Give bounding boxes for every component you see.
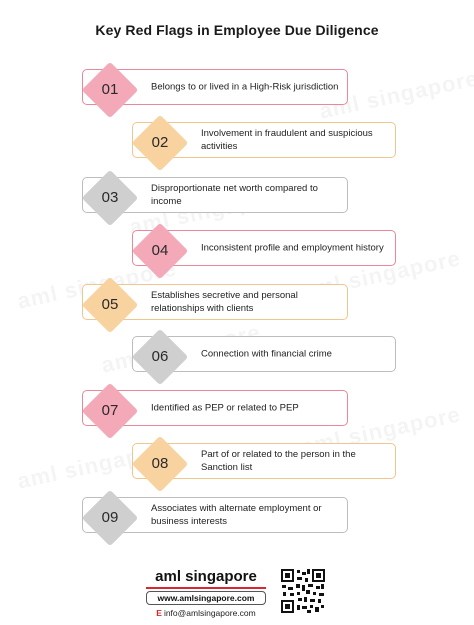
item-number: 06 <box>151 348 169 365</box>
page-title: Key Red Flags in Employee Due Diligence <box>95 22 379 38</box>
number-diamond <box>82 170 138 226</box>
website-link[interactable]: www.amlsingapore.com <box>146 591 266 605</box>
item-number: 07 <box>101 402 119 419</box>
item-number: 02 <box>151 134 169 151</box>
item-number: 03 <box>101 189 119 206</box>
number-diamond <box>132 329 188 385</box>
list-item <box>132 223 396 279</box>
email-contact[interactable] <box>146 608 266 618</box>
item-text: Establishes secretive and personal relationships with clients <box>151 290 298 314</box>
number-diamond <box>82 277 138 333</box>
item-text: Part of or related to the person in the Sanction list <box>201 449 356 473</box>
logo-underline <box>146 587 266 589</box>
number-diamond <box>132 436 188 492</box>
list-item <box>82 277 348 333</box>
list-item <box>82 383 348 439</box>
list-item <box>132 436 396 492</box>
item-number: 05 <box>101 296 119 313</box>
number-diamond <box>132 115 188 171</box>
item-text: Belongs to or lived in a High-Risk jurisdiction <box>151 81 339 93</box>
number-diamond <box>132 223 188 279</box>
number-diamond <box>82 490 138 546</box>
item-text: Involvement in fraudulent and suspicious activities <box>201 128 373 152</box>
brand-logo: aml singapore <box>155 568 257 585</box>
item-text: Connection with financial crime <box>201 348 332 360</box>
list-item <box>82 490 348 546</box>
email-icon: E <box>156 608 162 618</box>
email-address: info@amlsingapore.com <box>163 608 256 618</box>
item-number: 01 <box>101 81 119 98</box>
item-text: Inconsistent profile and employment history <box>201 242 384 254</box>
qr-code-icon <box>280 568 326 614</box>
list-item <box>82 170 348 226</box>
item-number: 04 <box>151 242 169 259</box>
item-number: 08 <box>151 455 169 472</box>
list-item <box>132 115 396 171</box>
item-number: 09 <box>101 509 119 526</box>
item-text: Associates with alternate employment or business interests <box>151 503 322 527</box>
footer <box>0 568 474 625</box>
item-text: Identified as PEP or related to PEP <box>151 402 299 414</box>
list-item <box>132 329 396 385</box>
list-item <box>82 62 348 118</box>
item-text: Disproportionate net worth compared to income <box>151 183 318 207</box>
number-diamond <box>82 383 138 439</box>
number-diamond <box>82 62 138 118</box>
